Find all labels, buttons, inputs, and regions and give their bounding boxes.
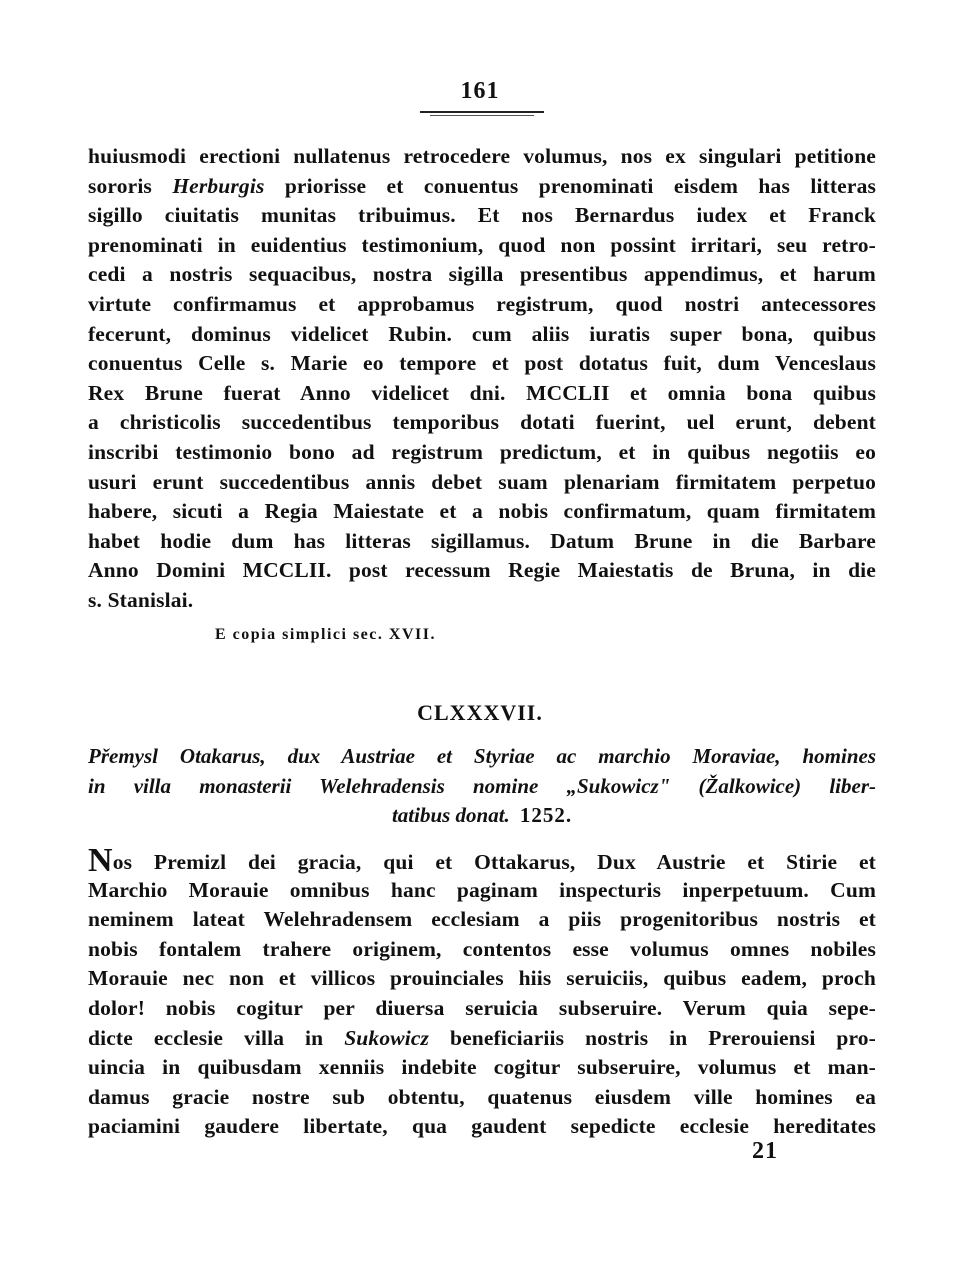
text-line: prenominati in euidentius testimonium, quod non possint irritari, seu retro- (88, 232, 876, 257)
name-herburgis: Herburgis (172, 173, 265, 198)
text-line: dolor! nobis cogitur per diuersa seruicia subseruire. Verum quia sepe- (88, 995, 876, 1020)
signature-mark: 21 (752, 1138, 778, 1164)
text-line: paciamini gaudere libertate, qua gaudent sepedicte ecclesie hereditates (88, 1114, 876, 1139)
text-line: fecerunt, dominus videlicet Rubin. cum aliis iuratis super bona, quibus (88, 321, 876, 346)
text-line: virtute confirmamus et approbamus registrum, quod nostri antecessores (88, 291, 876, 316)
text-line: Morauie nec non et villicos prouinciales hiis seruiciis, quibus eadem, proch (88, 966, 876, 991)
text-line: conuentus Celle s. Marie eo tempore et post dotatus fuit, dum Venceslaus (88, 351, 876, 376)
title-line: Přemysl Otakarus, dux Austriae et Styriae ac marchio Moraviae, homines (88, 744, 876, 768)
document-title (88, 742, 876, 831)
drop-cap: N (88, 846, 113, 876)
title-line: in villa monasterii Welehradensis nomine „Sukowicz" (Žalkowice) liber- (88, 773, 876, 798)
text-line: Marchio Morauie omnibus hanc paginam inspecturis inperpetuum. Cum (88, 877, 876, 902)
header-rule (420, 111, 544, 113)
text-line: cedi a nostris sequacibus, nostra sigilla presentibus appendimus, et harum (88, 262, 876, 287)
text-line: sororis Herburgis priorisse et conuentus prenominati eisdem has litteras (88, 173, 876, 198)
text-line: Anno Domini MCCLII. post recessum Regie Maiestatis de Bruna, in die (88, 558, 876, 583)
header-rule-secondary (430, 115, 534, 116)
text-line: Nos Premizl dei gracia, qui et Ottakarus, Dux Austrie et Stirie et (88, 846, 876, 876)
paragraph-continuation (88, 142, 876, 616)
text-line: s. Stanislai. (88, 587, 194, 612)
text-line: neminem lateat Welehradensem ecclesiam a piis progenitoribus nostris et (88, 907, 876, 932)
text-line: habet hodie dum has litteras sigillamus. Datum Brune in die Barbare (88, 528, 876, 553)
document-number: CLXXXVII. (417, 700, 543, 725)
text-line: uincia in quibusdam xenniis indebite cogitur subseruire, volumus et man- (88, 1055, 876, 1080)
charter-text (88, 846, 876, 1142)
document-year: 1252. (519, 803, 573, 827)
text-line: huiusmodi erectioni nullatenus retrocedere volumus, nos ex singulari petitione (88, 144, 876, 168)
text-line: nobis fontalem trahere originem, contentos esse volumus omnes nobiles (88, 936, 876, 961)
text-line: habere, sicuti a Regia Maiestate et a nobis confirmatum, quam firmitatem (88, 499, 876, 524)
text-line: damus gracie nostre sub obtentu, quatenus eiusdem ville homines ea (88, 1084, 876, 1109)
text-line: dicte ecclesie villa in Sukowicz beneficiariis nostris in Prerouiensi pro- (88, 1025, 876, 1050)
page-number: 161 (460, 78, 500, 104)
text-line: usuri erunt succedentibus annis debet suam plenariam firmitatem perpetuo (88, 469, 876, 494)
text-line: inscribi testimonio bono ad registrum predictum, et in quibus negotiis eo (88, 439, 876, 464)
text-line: a christicolis succedentibus temporibus dotati fuerint, uel erunt, debent (88, 410, 876, 435)
text-line: Rex Brune fuerat Anno videlicet dni. MCCLII et omnia bona quibus (88, 380, 876, 405)
text-line: sigillo ciuitatis munitas tribuimus. Et nos Bernardus iudex et Franck (88, 203, 876, 228)
title-line-last: tatibus donat. 1252. (391, 803, 573, 827)
source-note: E copia simplici sec. XVII. (215, 626, 436, 643)
place-sukowicz: Sukowicz (344, 1025, 430, 1050)
